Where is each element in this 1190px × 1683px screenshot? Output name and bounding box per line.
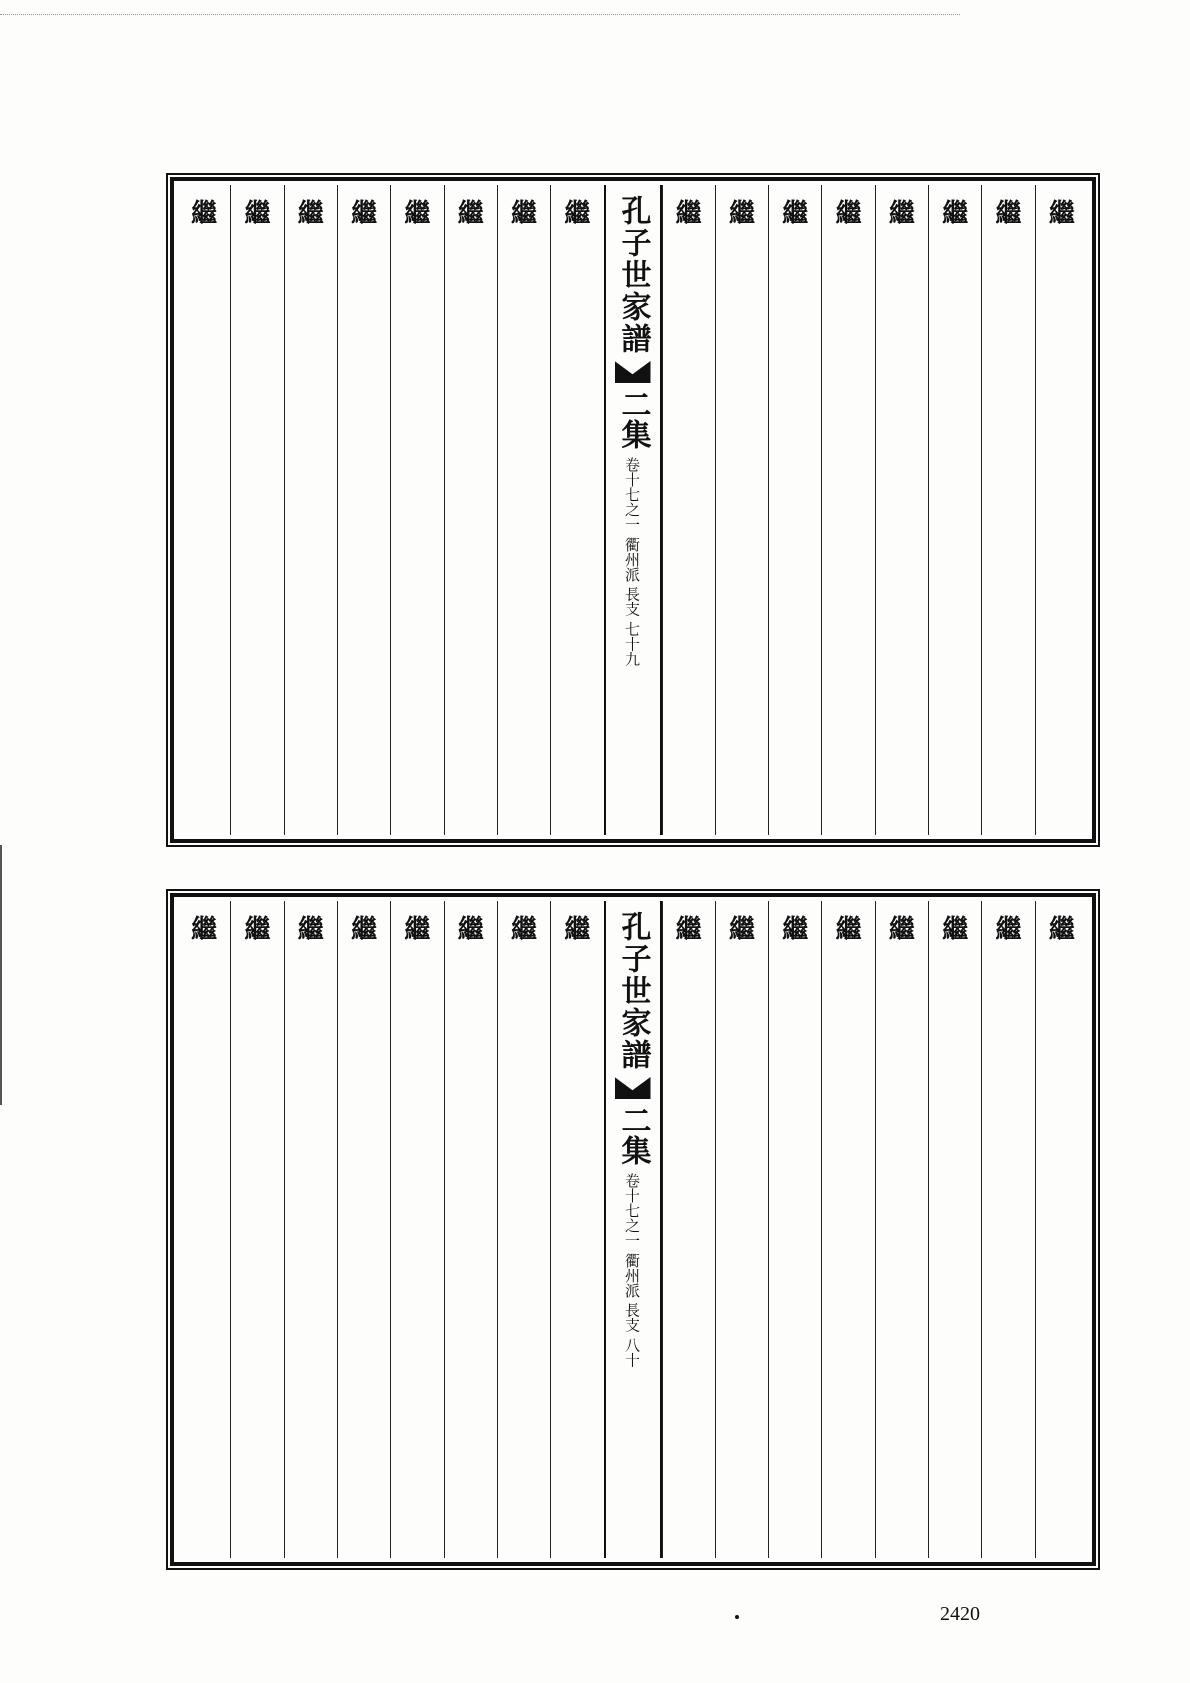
text-column: [928, 185, 981, 835]
text-column: [768, 901, 821, 1558]
text-column: [662, 185, 715, 835]
text-column: [337, 901, 390, 1558]
text-column: [875, 185, 928, 835]
text-column: [230, 185, 283, 835]
text-column: [497, 185, 550, 835]
column-heading: 繼: [942, 915, 969, 945]
spine-volume: 二集: [615, 389, 651, 449]
text-column: [550, 185, 603, 835]
column-heading: 繼: [351, 915, 378, 945]
column-heading: 繼: [404, 915, 431, 945]
top-rule: [0, 14, 960, 15]
spine-subtitle: 卷十七之一 衢州派 長支 八十: [623, 1173, 641, 1368]
column-heading: 繼: [457, 199, 484, 229]
fishtail-mark: [615, 1077, 651, 1099]
text-column: [284, 185, 337, 835]
center-spine: [604, 185, 662, 835]
column-heading: 繼: [675, 199, 702, 229]
text-column: [337, 185, 390, 835]
column-heading: 繼: [564, 199, 591, 229]
column-heading: 繼: [564, 915, 591, 945]
column-heading: 繼: [888, 199, 915, 229]
column-heading: 繼: [244, 915, 271, 945]
column-heading: 繼: [191, 199, 218, 229]
spine-title: 孔子世家譜: [615, 911, 651, 1071]
column-heading: 繼: [244, 199, 271, 229]
fishtail-mark: [615, 361, 651, 383]
margin-mark: [0, 845, 2, 1105]
column-heading: 繼: [511, 199, 538, 229]
text-column: [821, 901, 874, 1558]
column-heading: 繼: [782, 199, 809, 229]
column-heading: 繼: [728, 915, 755, 945]
spine-subtitle: 卷十七之一 衢州派 長支 七十九: [623, 457, 641, 667]
column-heading: 繼: [297, 915, 324, 945]
text-column: [715, 901, 768, 1558]
column-heading: 繼: [782, 915, 809, 945]
text-column: [715, 185, 768, 835]
column-heading: 繼: [995, 915, 1022, 945]
text-column: [981, 185, 1034, 835]
column-heading: 繼: [835, 199, 862, 229]
text-column: [981, 901, 1034, 1558]
text-column: [178, 185, 230, 835]
column-heading: 繼: [995, 199, 1022, 229]
page-panel-bottom: [170, 893, 1096, 1566]
column-heading: 繼: [728, 199, 755, 229]
column-heading: 繼: [888, 915, 915, 945]
text-column: [875, 901, 928, 1558]
column-heading: 繼: [511, 915, 538, 945]
text-column: [390, 185, 443, 835]
page-panel-top: [170, 177, 1096, 843]
column-heading: 繼: [191, 915, 218, 945]
column-heading: 繼: [457, 915, 484, 945]
text-column: [178, 901, 230, 1558]
center-spine: [604, 901, 662, 1558]
text-column: [1035, 901, 1088, 1558]
text-column: [821, 185, 874, 835]
text-column: [444, 901, 497, 1558]
column-heading: 繼: [297, 199, 324, 229]
column-heading: 繼: [675, 915, 702, 945]
text-column: [662, 901, 715, 1558]
text-column: [390, 901, 443, 1558]
column-heading: 繼: [404, 199, 431, 229]
column-heading: 繼: [1048, 915, 1075, 945]
spine-title: 孔子世家譜: [615, 195, 651, 355]
spine-volume: 二集: [615, 1105, 651, 1165]
text-column: [230, 901, 283, 1558]
column-heading: 繼: [1048, 199, 1075, 229]
text-column: [928, 901, 981, 1558]
text-column: [550, 901, 603, 1558]
page-number: 2420: [940, 1603, 980, 1625]
text-column: [497, 901, 550, 1558]
column-heading: 繼: [351, 199, 378, 229]
text-column: [444, 185, 497, 835]
text-column: [284, 901, 337, 1558]
dot-mark: [735, 1615, 739, 1619]
column-heading: 繼: [942, 199, 969, 229]
text-column: [1035, 185, 1088, 835]
column-heading: 繼: [835, 915, 862, 945]
text-column: [768, 185, 821, 835]
